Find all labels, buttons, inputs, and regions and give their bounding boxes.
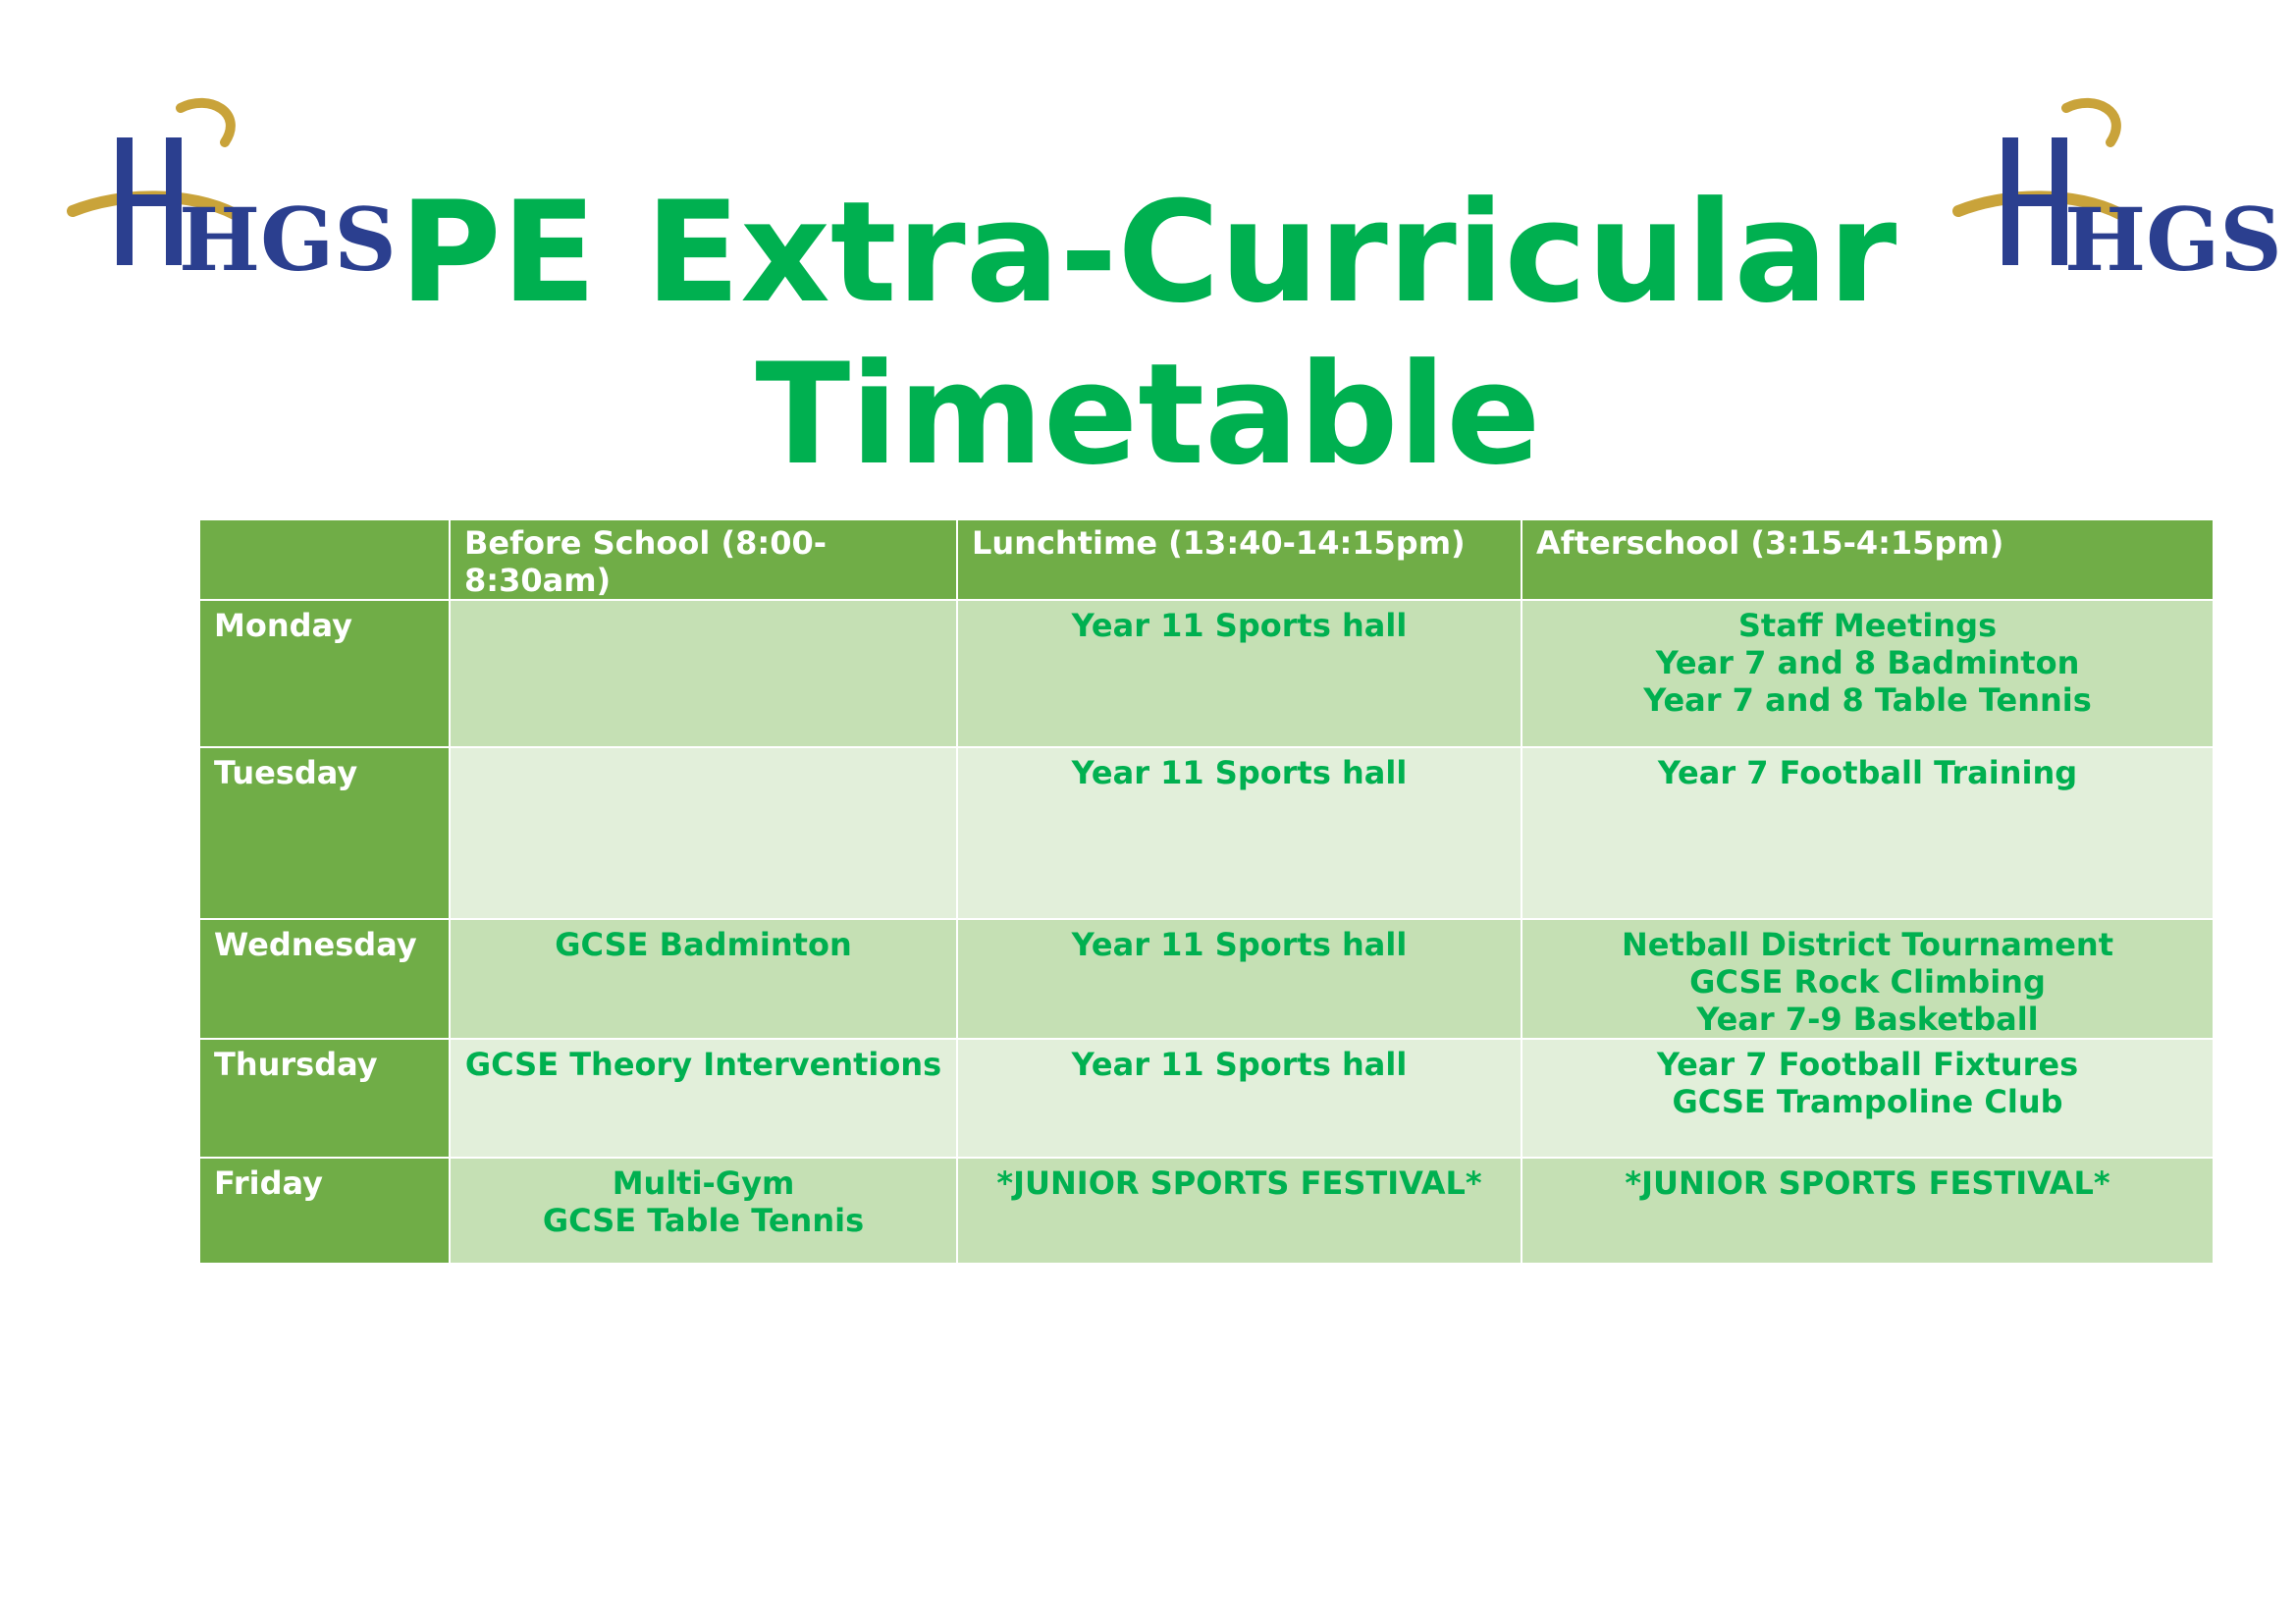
activity-cell-lunch xyxy=(957,600,1522,747)
table-row xyxy=(199,600,2214,747)
table-row xyxy=(199,919,2214,1039)
activity-item: GCSE Table Tennis xyxy=(542,1202,865,1239)
activity-cell-before xyxy=(450,1158,957,1264)
page-title-line1: PE Extra-Curricular xyxy=(399,172,1897,334)
activity-item: Staff Meetings xyxy=(1737,607,1998,644)
activity-item: Year 11 Sports hall xyxy=(1071,1046,1408,1083)
activity-item: Year 7-9 Basketball xyxy=(1696,1001,2039,1038)
activity-item: GCSE Trampoline Club xyxy=(1672,1083,2063,1120)
activity-cell-after xyxy=(1522,1158,2214,1264)
activity-cell-after xyxy=(1522,919,2214,1039)
activity-cell-before xyxy=(450,747,957,919)
activity-cell-before xyxy=(450,919,957,1039)
activity-cell-before xyxy=(450,1039,957,1158)
column-header-before-school: Before School (8:00-8:30am) xyxy=(450,519,957,600)
activity-item: *JUNIOR SPORTS FESTIVAL* xyxy=(1625,1164,2110,1202)
activity-item: Netball District Tournament xyxy=(1621,926,2113,963)
day-label: Friday xyxy=(199,1158,450,1264)
page-title-line2: Timetable xyxy=(755,334,1541,496)
activity-item: Year 7 and 8 Table Tennis xyxy=(1643,681,2092,719)
activity-item: Year 11 Sports hall xyxy=(1071,754,1408,791)
activity-item: GCSE Theory Interventions xyxy=(464,1046,942,1083)
day-label: Monday xyxy=(199,600,450,747)
column-header-lunchtime: Lunchtime (13:40-14:15pm) xyxy=(957,519,1522,600)
activity-item: Year 7 and 8 Badminton xyxy=(1655,644,2080,681)
activity-cell-after xyxy=(1522,1039,2214,1158)
activity-item: *JUNIOR SPORTS FESTIVAL* xyxy=(996,1164,1482,1202)
timetable-header-row xyxy=(199,519,2214,600)
activity-cell-after xyxy=(1522,600,2214,747)
activity-item: GCSE Rock Climbing xyxy=(1689,963,2046,1001)
timetable xyxy=(198,518,2215,1265)
activity-item: Multi-Gym xyxy=(612,1164,795,1202)
activity-item: Year 7 Football Fixtures xyxy=(1656,1046,2079,1083)
activity-cell-lunch xyxy=(957,1039,1522,1158)
svg-text:HGS: HGS xyxy=(179,189,397,291)
day-label: Tuesday xyxy=(199,747,450,919)
activity-item: Year 7 Football Training xyxy=(1657,754,2078,791)
activity-cell-after xyxy=(1522,747,2214,919)
table-row xyxy=(199,747,2214,919)
activity-cell-before xyxy=(450,600,957,747)
column-header-blank xyxy=(199,519,450,600)
activity-cell-lunch xyxy=(957,747,1522,919)
day-label: Thursday xyxy=(199,1039,450,1158)
day-label: Wednesday xyxy=(199,919,450,1039)
activity-item: Year 11 Sports hall xyxy=(1071,926,1408,963)
activity-cell-lunch xyxy=(957,1158,1522,1264)
activity-item: GCSE Badminton xyxy=(555,926,852,963)
table-row xyxy=(199,1158,2214,1264)
svg-text:HGS: HGS xyxy=(2064,189,2282,291)
table-row xyxy=(199,1039,2214,1158)
activity-item: Year 11 Sports hall xyxy=(1071,607,1408,644)
activity-cell-lunch xyxy=(957,919,1522,1039)
column-header-afterschool: Afterschool (3:15-4:15pm) xyxy=(1522,519,2214,600)
